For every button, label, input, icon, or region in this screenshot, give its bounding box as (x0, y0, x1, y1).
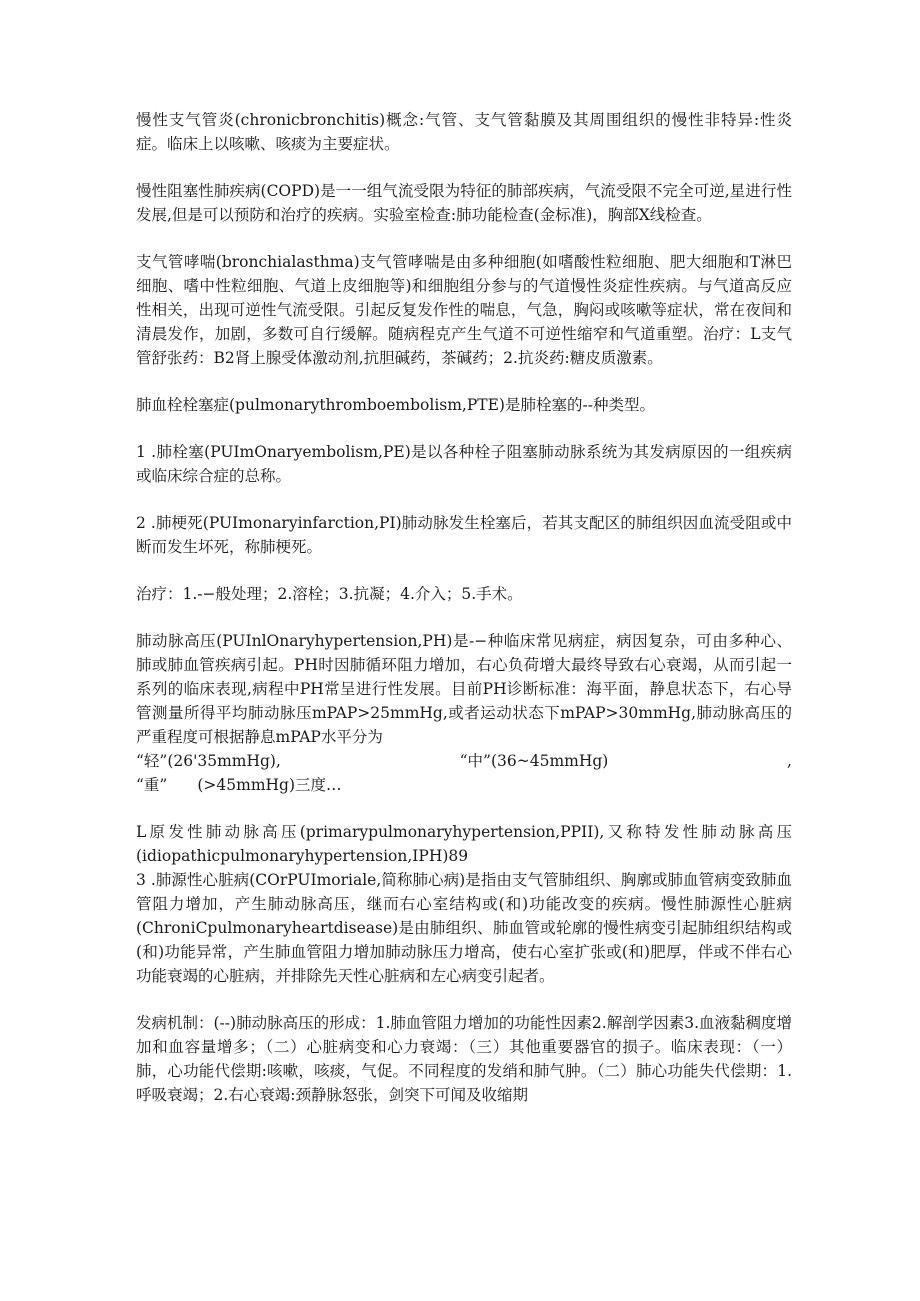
paragraph-pph: L原发性肺动脉高压(primarypulmonaryhypertension,PPII),又称特发性肺动脉高压(idiopathicpulmonaryhypertension,IPH)89 (136, 823, 792, 865)
severity-medium: “中”(36~45mmHg) (459, 752, 609, 770)
paragraph-pathogenesis: 发病机制：(--)肺动脉高压的形成：1.肺血管阻力增加的功能性因素2.解剖学因素3.血液黏稠度增加和血容量增多；（二）心脏病变和心力衰竭：（三）其他重要器官的损子。临床表现：（一）肺，心功能代偿期:咳嗽，咳痰，气促。不同程度的发绡和肺气肿。（二）肺心功能失代偿期：1.呼吸衰竭；2.右心衰竭:颈静脉怒张，剑突下可闻及收缩期 (136, 1014, 792, 1104)
severity-row-2 (136, 773, 792, 797)
severity-severe: “重” (136, 776, 168, 794)
paragraph-treatment: 治疗：1.-−般处理；2.溶栓；3.抗凝；4.介入；5.手术。 (136, 585, 523, 603)
paragraph-pe: 1 .肺栓塞(PUImOnaryembolism,PE)是以各种栓子阻塞肺动脉系统为其发病原因的一组疾病或临床综合症的总称。 (136, 443, 792, 485)
paragraph-chronic-bronchitis: 慢性支气管炎(chronicbronchitis)概念:气管、支气管黏膜及其周围组织的慢性非特异:性炎症。临床上以咳嗽、咳痰为主要症状。 (136, 111, 792, 153)
severity-light: “轻”(26'35mmHg), (136, 752, 281, 770)
paragraph-pi: 2 .肺梗死(PUImonaryinfarction,PI)肺动脉发生栓塞后，若其支配区的肺组织因血流受阻或中断而发生坏死，称肺梗死。 (136, 514, 792, 556)
paragraph-ph: 肺动脉高压(PUInlOnaryhypertension,PH)是-−种临床常见病症，病因复杂，可由多种心、肺或肺血管疾病引起。PH时因肺循环阻力增加，右心负荷增大最终导致右心衰竭，从而引起一系列的临床表现,病程中PH常呈进行性发展。目前PH诊断标准：海平面，静息状态下，右心导管测量所得平均肺动脉压mPAP>25mmHg,或者运动状态下mPAP>30mmHg,肺动脉高压的严重程度可根据静息mPAP水平分为 (136, 632, 792, 746)
paragraph-cor-pulmonale: 3 .肺源性心脏病(COrPUImoriale,简称肺心病)是指由支气管肺组织、胸廓或肺血管病变致肺血管阻力增加，产生肺动脉高压，继而右心室结构或(和)功能改变的疾病。慢性肺源性心脏病(ChroniCpulmonaryheartdisease)是由肺组织、肺血管或轮廓的慢性病变引起肺组织结构或(和)功能异常，产生肺血管阻力增加肺动脉压力增高，使右心室扩张或(和)肥厚，伴或不伴右心功能衰竭的心脏病，并排除先天性心脏病和左心病变引起者。 (136, 871, 792, 985)
severity-comma: , (787, 752, 792, 770)
severity-row-1 (136, 749, 792, 773)
paragraph-copd: 慢性阻塞性肺疾病(COPD)是一一组气流受限为特征的肺部疾病，气流受限不完全可逆,星进行性发展,但是可以预防和治疗的疾病。实验室检查:肺功能检查(金标准)，胸部X线检查。 (136, 182, 792, 224)
paragraph-pte: 肺血栓栓塞症(pulmonarythromboembolism,PTE)是肺栓塞的--种类型。 (136, 396, 655, 414)
severity-severe-value: (>45mmHg)三度… (197, 776, 342, 794)
document-page (136, 108, 792, 1107)
paragraph-asthma: 支气管哮喘(bronchialasthma)支气管哮喘是由多种细胞(如嗜酸性粒细胞、肥大细胞和T淋巴细胞、嗜中性粒细胞、气道上皮细胞等)和细胞组分参与的气道慢性炎症性疾病。与气道高反应性相关，出现可逆性气流受限。引起反复发作性的喘息，气急，胸闷或咳嗽等症状，常在夜间和清晨发作，加剧，多数可自行缓解。随病程克产生气道不可逆性缩窄和气道重塑。治疗：L支气管舒张药：B2肾上腺受体激动剂,抗胆碱药，茶碱药；2.抗炎药:糖皮质激素。 (136, 253, 792, 367)
